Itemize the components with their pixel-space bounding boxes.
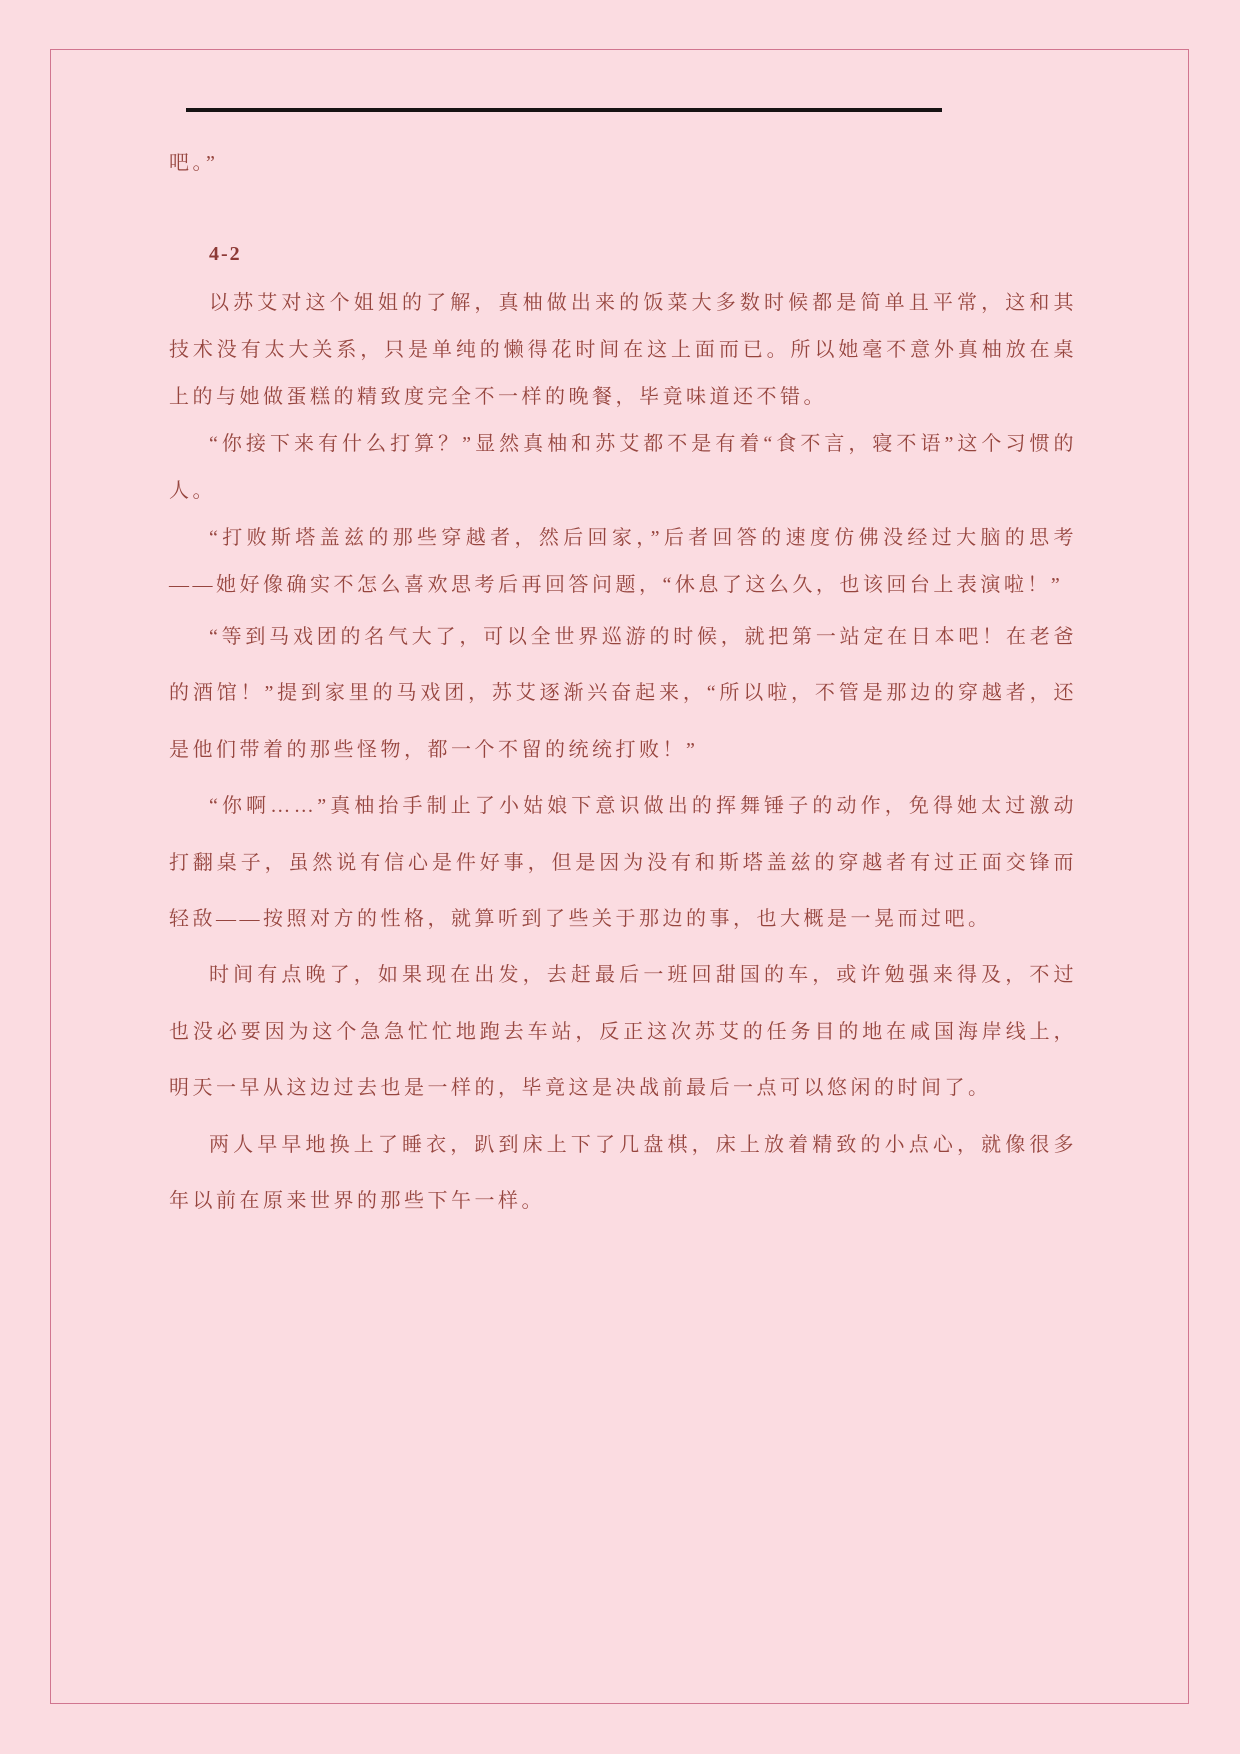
paragraph: 以苏艾对这个姐姐的了解，真柚做出来的饭菜大多数时候都是简单且平常，这和其技术没有太大关系，只是单纯的懒得花时间在这上面而已。所以她毫不意外真柚放在桌上的与她做蛋糕的精致度完全不一样的晚餐，毕竟味道还不错。	[169, 292, 1077, 408]
paragraph: “你接下来有什么打算？”显然真柚和苏艾都不是有着“食不言，寝不语”这个习惯的人。	[169, 433, 1077, 502]
paragraph: “等到马戏团的名气大了，可以全世界巡游的时候，就把第一站定在日本吧！在老爸的酒馆！”提到家里的马戏团，苏艾逐渐兴奋起来，“所以啦，不管是那边的穿越者，还是他们带着的那些怪物，都一个不留的统统打败！”	[169, 626, 1077, 761]
paragraph: “打败斯塔盖兹的那些穿越者，然后回家，”后者回答的速度仿佛没经过大脑的思考——她好像确实不怎么喜欢思考后再回答问题，“休息了这么久，也该回台上表演啦！”	[169, 527, 1077, 596]
paragraph: “你啊……”真柚抬手制止了小姑娘下意识做出的挥舞锤子的动作，免得她太过激动打翻桌子，虽然说有信心是件好事，但是因为没有和斯塔盖兹的穿越者有过正面交锋而轻敌——按照对方的性格，就算听到了些关于那边的事，也大概是一晃而过吧。	[169, 795, 1077, 930]
header-divider-rule	[186, 108, 942, 112]
page-content	[169, 128, 1077, 1229]
section-heading: 4-2	[209, 243, 242, 265]
paragraph: 两人早早地换上了睡衣，趴到床上下了几盘棋，床上放着精致的小点心，就像很多年以前在原来世界的那些下午一样。	[169, 1133, 1077, 1212]
paragraph-continuation: 吧。”	[169, 152, 219, 174]
paragraph: 时间有点晚了，如果现在出发，去赶最后一班回甜国的车，或许勉强来得及，不过也没必要因为这个急急忙忙地跑去车站，反正这次苏艾的任务目的地在咸国海岸线上，明天一早从这边过去也是一样的，毕竟这是决战前最后一点可以悠闲的时间了。	[169, 964, 1077, 1100]
page-frame	[50, 49, 1189, 1704]
